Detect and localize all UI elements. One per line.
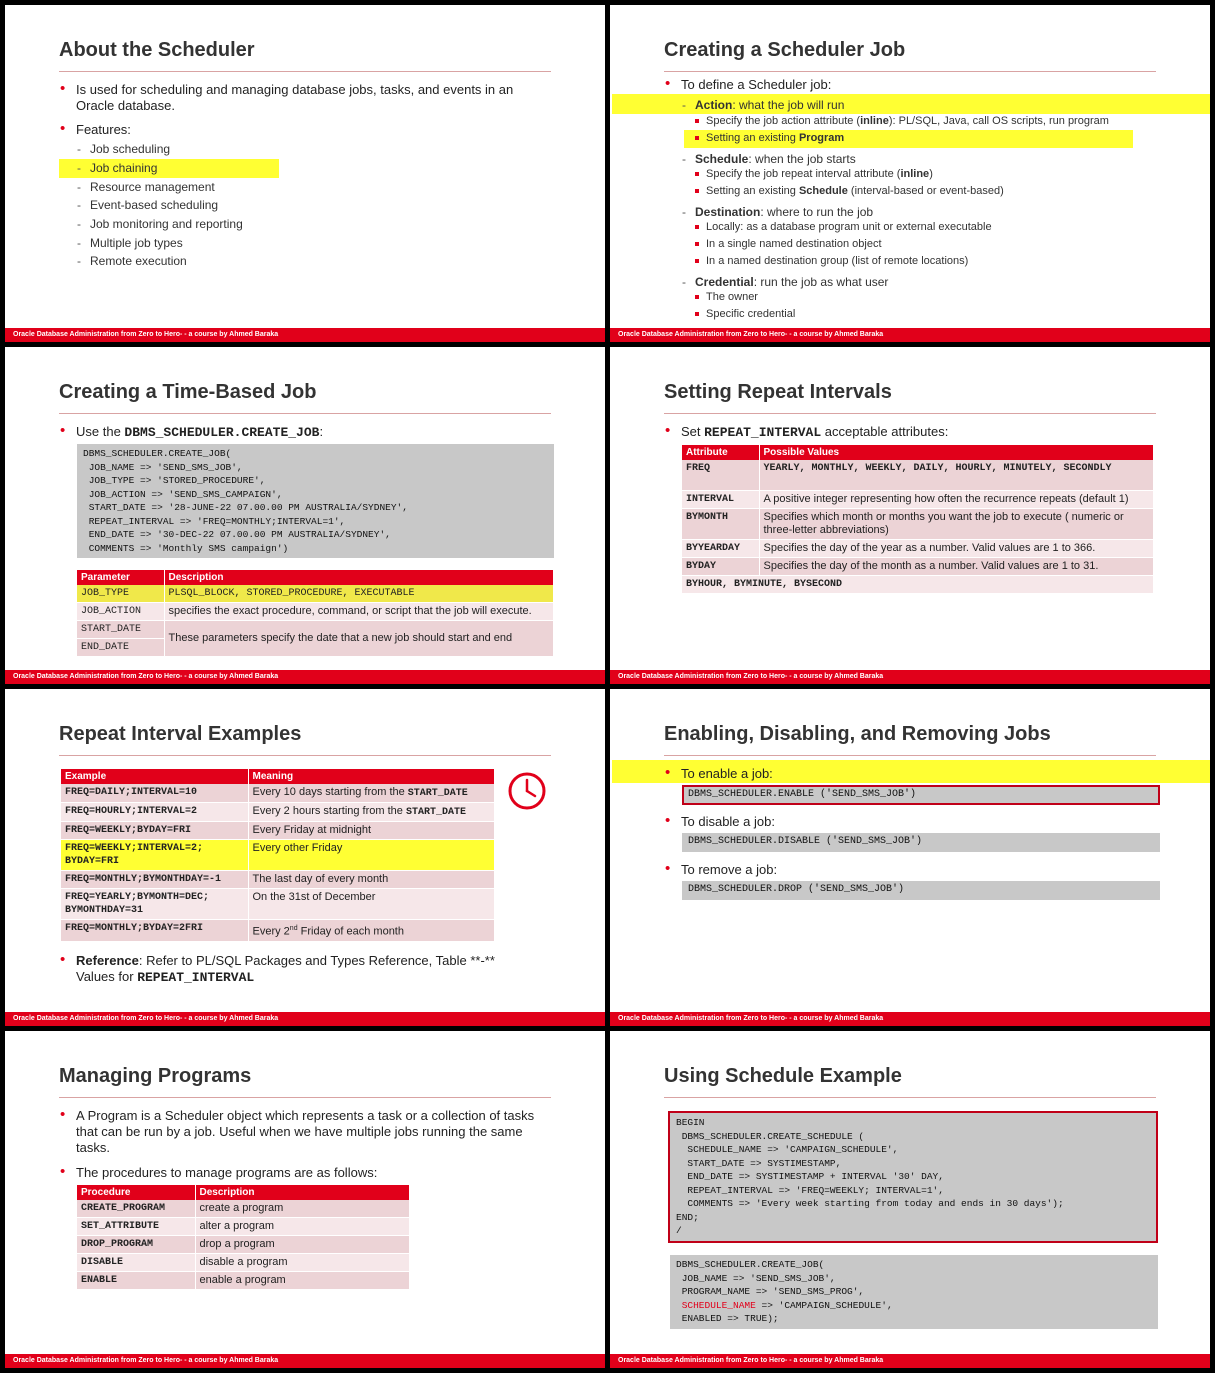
slide-footer: Oracle Database Administration from Zero to Hero- - a course by Ahmed Baraka: [610, 328, 1210, 342]
text: (interval-based or event-based): [847, 185, 1004, 197]
text: Every 2: [252, 925, 290, 938]
slide-footer: Oracle Database Administration from Zero to Hero- - a course by Ahmed Baraka: [610, 1354, 1210, 1368]
table-row: [61, 920, 495, 942]
table-row: [77, 1218, 410, 1236]
slide-title: Using Schedule Example: [664, 1065, 902, 1087]
column-header: Procedure: [77, 1185, 195, 1200]
column-header: Parameter: [77, 570, 164, 585]
text: Every 10 days starting from the: [252, 786, 408, 798]
cell: alter a program: [195, 1218, 410, 1236]
slide-enabling-disabling-jobs: [610, 689, 1210, 1026]
slide-footer: Oracle Database Administration from Zero to Hero- - a course by Ahmed Baraka: [5, 1354, 605, 1368]
text: BYDAY=FRI: [65, 856, 120, 867]
text: inline: [860, 115, 889, 127]
slide-title: Repeat Interval Examples: [59, 723, 302, 745]
title-rule: [664, 1097, 1156, 1098]
column-header: Possible Values: [759, 445, 1154, 460]
label: Schedule: [695, 152, 749, 166]
table-row: [77, 603, 554, 621]
cell: BYHOUR, BYMINUTE, BYSECOND: [682, 575, 1154, 593]
detail: [706, 185, 1004, 198]
bullet: • To enable a job:: [681, 766, 773, 782]
bullet: [681, 424, 948, 441]
slide-title: Setting Repeat Intervals: [664, 381, 892, 403]
slide-title: Enabling, Disabling, and Removing Jobs: [664, 723, 1051, 745]
table-header: [61, 769, 495, 784]
column-header: Meaning: [248, 769, 495, 784]
code-text: DBMS_SCHEDULER.CREATE_JOB: [124, 425, 320, 440]
feature-item: - Event-based scheduling: [90, 198, 218, 213]
detail: In a named destination group (list of remote locations): [706, 255, 969, 267]
code-text: DBMS_SCHEDULER.CREATE_JOB( JOB_NAME => 'SEND_SMS_JOB', PROGRAM_NAME => 'SEND_SMS_PROG',: [676, 1259, 865, 1297]
code-text: START_DATE: [405, 807, 466, 818]
column-header: Description: [164, 570, 554, 585]
cell: ENABLE: [77, 1272, 195, 1290]
cell: BYMONTH: [682, 508, 759, 539]
table-row: [682, 490, 1154, 508]
slide-title: About the Scheduler: [59, 39, 255, 61]
slide-title: Managing Programs: [59, 1065, 252, 1087]
cell: FREQ=MONTHLY;BYMONTHDAY=-1: [61, 871, 248, 889]
parameter-table: [77, 570, 554, 657]
table-header: [77, 570, 554, 585]
table-row: [77, 1200, 410, 1218]
cell: INTERVAL: [682, 490, 759, 508]
detail: Specific credential: [706, 308, 796, 320]
text: Use the: [76, 424, 125, 439]
bullet: • A Program is a Scheduler object which represents a task or a collection of tasks that can be run by a job. Useful when we have multiple jobs running the same tasks.: [76, 1108, 554, 1156]
slide-creating-scheduler-job: [610, 5, 1210, 342]
text: Schedule: [798, 185, 848, 197]
slide-footer: Oracle Database Administration from Zero to Hero- - a course by Ahmed Baraka: [5, 670, 605, 684]
label: Destination: [695, 205, 761, 219]
cell: FREQ=WEEKLY;BYDAY=FRI: [61, 822, 248, 840]
cell: FREQ=MONTHLY;BYDAY=2FRI: [61, 920, 248, 942]
reference-bullet: [76, 953, 546, 986]
bullet: • The procedures to manage programs are as follows:: [76, 1165, 377, 1181]
text: Specify the job action attribute (: [706, 115, 861, 127]
slide-footer: Oracle Database Administration from Zero to Hero- - a course by Ahmed Baraka: [5, 328, 605, 342]
detail: The owner: [706, 291, 758, 303]
code-disable: DBMS_SCHEDULER.DISABLE ('SEND_SMS_JOB'): [682, 833, 1160, 852]
bullet: • To remove a job:: [681, 862, 777, 878]
table-row: [682, 460, 1154, 490]
slide-about-scheduler: [5, 5, 605, 342]
title-rule: [59, 1097, 551, 1098]
slide-footer: Oracle Database Administration from Zero to Hero- - a course by Ahmed Baraka: [610, 670, 1210, 684]
cell: create a program: [195, 1200, 410, 1218]
text: FREQ=WEEKLY;INTERVAL=2;: [65, 843, 204, 854]
code-text: START_DATE: [407, 788, 468, 799]
detail: [706, 168, 933, 181]
slide-managing-programs: [5, 1031, 605, 1368]
examples-table: [61, 769, 495, 942]
cell: DISABLE: [77, 1254, 195, 1272]
column-header: Attribute: [682, 445, 759, 460]
table-row: [61, 889, 495, 920]
cell: Every other Friday: [248, 840, 495, 871]
cell: JOB_ACTION: [77, 603, 164, 621]
cell: FREQ=DAILY;INTERVAL=10: [61, 784, 248, 803]
code-enable: DBMS_SCHEDULER.ENABLE ('SEND_SMS_JOB'): [682, 785, 1160, 805]
slide-using-schedule-example: [610, 1031, 1210, 1368]
detail: [706, 132, 844, 145]
table-row: [682, 557, 1154, 575]
cell: SET_ATTRIBUTE: [77, 1218, 195, 1236]
text: Specify the job repeat interval attribute (: [706, 168, 901, 180]
table-row: [77, 1272, 410, 1290]
table-row: [61, 822, 495, 840]
table-row: [682, 575, 1154, 593]
feature-item: - Remote execution: [90, 254, 187, 269]
title-rule: [664, 755, 1156, 756]
cell: DROP_PROGRAM: [77, 1236, 195, 1254]
text: : what the job will run: [732, 98, 845, 112]
highlighted-code: SCHEDULE_NAME: [681, 1299, 756, 1311]
feature-item: - Job monitoring and reporting: [90, 217, 243, 232]
table-row: [77, 585, 554, 603]
cell: END_DATE: [77, 639, 164, 657]
text: BYMONTHDAY=31: [65, 905, 144, 916]
table-row: [61, 840, 495, 871]
cell: enable a program: [195, 1272, 410, 1290]
cell: YEARLY, MONTHLY, WEEKLY, DAILY, HOURLY, MINUTELY, SECONDLY: [759, 460, 1154, 490]
text: FREQ=YEARLY;BYMONTH=DEC;: [65, 892, 210, 903]
sub-bullet-destination: [695, 205, 873, 220]
text: : when the job starts: [748, 152, 856, 166]
text: :: [319, 424, 324, 439]
text: Values for: [76, 969, 138, 984]
text: Every 2 hours starting from the: [252, 805, 406, 817]
cell: Specifies the day of the month as a number. Valid values are 1 to 31.: [759, 557, 1154, 575]
cell: drop a program: [195, 1236, 410, 1254]
title-rule: [664, 71, 1156, 72]
table-row: [61, 871, 495, 889]
detail: [706, 115, 1109, 128]
bullet: • To disable a job:: [681, 814, 775, 830]
title-rule: [59, 755, 551, 756]
bullet: • To define a Scheduler job:: [681, 77, 831, 93]
title-rule: [59, 71, 551, 72]
cell: The last day of every month: [248, 871, 495, 889]
cell: [248, 784, 495, 803]
text: inline: [900, 168, 930, 180]
cell: BYYEARDAY: [682, 539, 759, 557]
table-header: [682, 445, 1154, 460]
bullet: • Features:: [76, 122, 131, 138]
cell: PLSQL_BLOCK, STORED_PROCEDURE, EXECUTABLE: [164, 585, 554, 603]
table-header: [77, 1185, 410, 1200]
label: Action: [695, 98, 733, 112]
table-row: [77, 1254, 410, 1272]
cell: [248, 803, 495, 822]
cell: A positive integer representing how often the recurrence repeats (default 1): [759, 490, 1154, 508]
cell: CREATE_PROGRAM: [77, 1200, 195, 1218]
text: : where to run the job: [760, 205, 874, 219]
feature-item: - Multiple job types: [90, 236, 183, 251]
title-rule: [664, 413, 1156, 414]
cell: [61, 840, 248, 871]
cell: specifies the exact procedure, command, or script that the job will execute.: [164, 603, 554, 621]
table-row: [77, 621, 554, 639]
cell: On the 31st of December: [248, 889, 495, 920]
cell: START_DATE: [77, 621, 164, 639]
feature-item: - Resource management: [90, 180, 215, 195]
slide-repeat-interval-examples: [5, 689, 605, 1026]
cell: BYDAY: [682, 557, 759, 575]
text: Setting an existing: [706, 185, 799, 197]
slide-footer: Oracle Database Administration from Zero to Hero- - a course by Ahmed Baraka: [610, 1012, 1210, 1026]
cell: [248, 920, 495, 942]
feature-item: - Job chaining: [90, 161, 157, 176]
text: ): PL/SQL, Java, call OS scripts, run program: [888, 115, 1109, 127]
procedures-table: [77, 1185, 410, 1290]
table-row: [682, 539, 1154, 557]
sub-bullet-schedule: [695, 152, 856, 167]
text: Set: [681, 424, 705, 439]
title-rule: [59, 413, 551, 414]
label: Credential: [695, 275, 754, 289]
slide-footer: Oracle Database Administration from Zero to Hero- - a course by Ahmed Baraka: [5, 1012, 605, 1026]
bullet: [76, 424, 323, 441]
detail: In a single named destination object: [706, 238, 882, 250]
code-create-job: [670, 1255, 1158, 1329]
table-row: [61, 803, 495, 822]
code-block: DBMS_SCHEDULER.CREATE_JOB( JOB_NAME => 'SEND_SMS_JOB', JOB_TYPE => 'STORED_PROCEDURE', JOB_ACTION => 'SEND_SMS_CAMPAIGN', START_DATE => '28-JUNE-22 07.00.00 PM AUSTRALIA/SYDNEY', REPEAT_INTERVAL => 'FREQ=MONTHLY;INTERVAL=1', END_DATE => '30-DEC-22 07.00.00 PM AUSTRALIA/SYDNEY', COMMENTS => 'Monthly SMS campaign'): [77, 444, 554, 558]
text: Setting an existing: [706, 132, 799, 144]
text: nd: [289, 925, 298, 932]
bullet: • Is used for scheduling and managing database jobs, tasks, and events in an Oracle database.: [76, 82, 551, 114]
code-create-schedule: BEGIN DBMS_SCHEDULER.CREATE_SCHEDULE ( SCHEDULE_NAME => 'CAMPAIGN_SCHEDULE', START_DATE => SYSTIMESTAMP, END_DATE => SYSTIMESTAMP + INTERVAL '30' DAY, REPEAT_INTERVAL => 'FREQ=WEEKLY; INTERVAL=1', COMMENTS => 'Every week starting from today and ends in 30 days'); END; /: [668, 1111, 1158, 1243]
table-row: [77, 1236, 410, 1254]
cell: Specifies the day of the year as a number. Valid values are 1 to 366.: [759, 539, 1154, 557]
column-header: Description: [195, 1185, 410, 1200]
cell: JOB_TYPE: [77, 585, 164, 603]
detail: Locally: as a database program unit or external executable: [706, 221, 992, 233]
text: ): [929, 168, 933, 180]
cell: Every Friday at midnight: [248, 822, 495, 840]
text: : run the job as what user: [753, 275, 889, 289]
code-text: => 'CAMPAIGN_SCHEDULE', ENABLED => TRUE);: [681, 1299, 893, 1324]
cell: disable a program: [195, 1254, 410, 1272]
cell: [61, 889, 248, 920]
slide-title: Creating a Scheduler Job: [664, 39, 906, 61]
table-row: [61, 784, 495, 803]
attribute-table: [682, 445, 1154, 594]
clock-icon: [506, 770, 548, 812]
cell: Specifies which month or months you want the job to execute ( numeric or three-letter abbreviations): [759, 508, 1154, 539]
label: Reference: [76, 953, 139, 968]
column-header: Example: [61, 769, 248, 784]
text: Program: [798, 132, 845, 144]
sub-bullet-credential: [695, 275, 888, 290]
code-text: REPEAT_INTERVAL: [704, 425, 822, 440]
table-row: [682, 508, 1154, 539]
slide-title: Creating a Time-Based Job: [59, 381, 317, 403]
text: : Refer to PL/SQL Packages and Types Reference, Table **-**: [138, 953, 495, 968]
code-text: REPEAT_INTERVAL: [137, 970, 255, 985]
slide-time-based-job: [5, 347, 605, 684]
text: acceptable attributes:: [821, 424, 949, 439]
code-drop: DBMS_SCHEDULER.DROP ('SEND_SMS_JOB'): [682, 881, 1160, 900]
feature-item: - Job scheduling: [90, 142, 170, 157]
text: Friday of each month: [297, 925, 404, 938]
slide-repeat-intervals: [610, 347, 1210, 684]
cell: FREQ: [682, 460, 759, 490]
cell: These parameters specify the date that a new job should start and end: [164, 621, 554, 657]
sub-bullet-action: [695, 98, 844, 113]
cell: FREQ=HOURLY;INTERVAL=2: [61, 803, 248, 822]
